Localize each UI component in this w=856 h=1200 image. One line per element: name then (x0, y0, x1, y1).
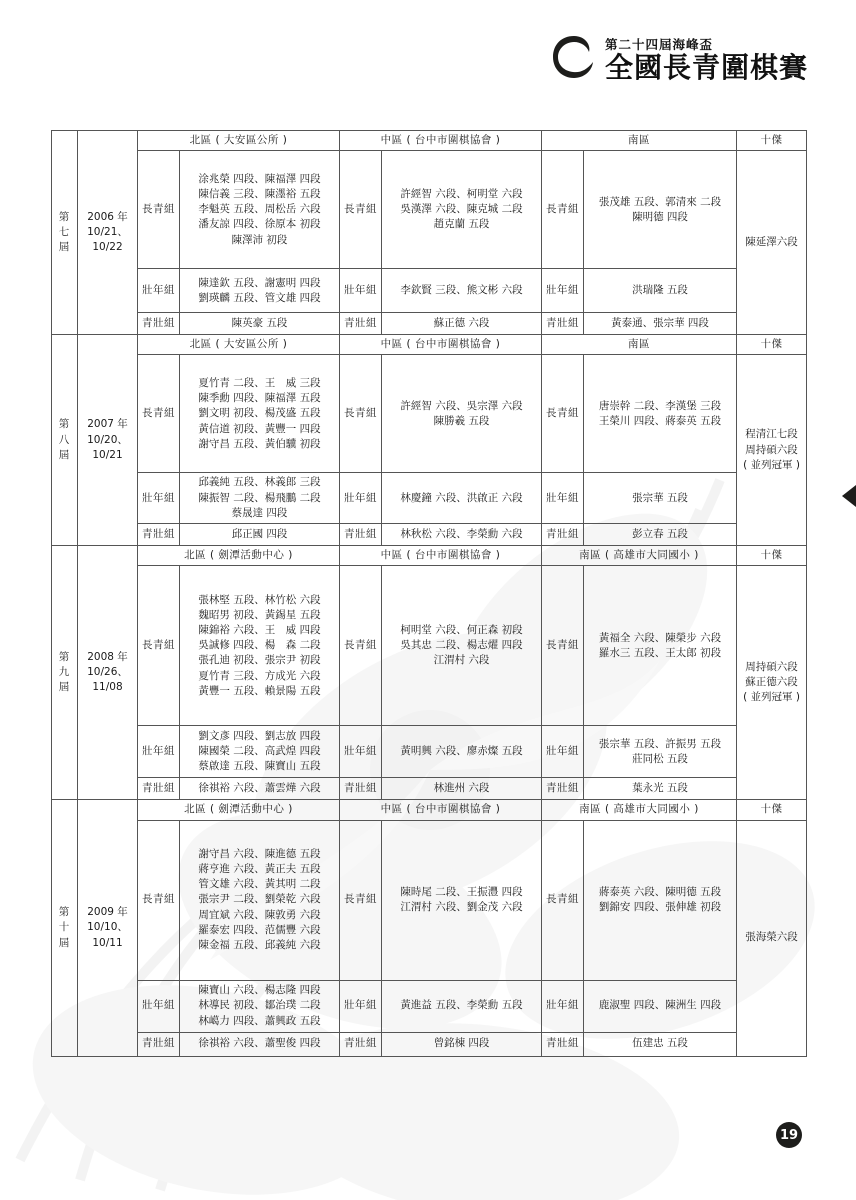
results-table (51, 130, 807, 1057)
player-list-middle: 林進州 六段 (382, 778, 542, 800)
group-label-south: 青壯組 (542, 313, 584, 335)
results-table-container (51, 130, 806, 1057)
player-list-south: 唐崇幹 二段、李漢堡 三段 王榮川 四段、蔣泰英 五段 (584, 355, 737, 473)
player-list-south: 彭立春 五段 (584, 524, 737, 546)
document-header (551, 34, 808, 82)
group-label-south: 長青組 (542, 355, 584, 473)
player-list-south: 蔣泰英 六段、陳明德 五段 劉錦安 四段、張伸雄 初段 (584, 820, 737, 980)
table-row (52, 980, 807, 1032)
table-row (52, 151, 807, 269)
group-label-south: 壯年組 (542, 980, 584, 1032)
player-list-north: 徐祺裕 六段、蕭雲燁 六段 (180, 778, 340, 800)
group-label-north: 長青組 (138, 566, 180, 726)
group-label-north: 青壯組 (138, 1032, 180, 1056)
group-label-middle: 壯年組 (340, 269, 382, 313)
player-list-south: 張茂雄 五段、郭清來 二段 陳明德 四段 (584, 151, 737, 269)
date-cell: 2008 年 10/26、 11/08 (78, 546, 138, 800)
player-list-south: 張宗華 五段 (584, 473, 737, 524)
player-list-north: 張林堅 五段、林竹松 六段 魏昭男 初段、黃錫星 五段 陳錦裕 六段、王 威 四段 吳誠修 四段、楊 森 二段 張孔迪 初段、張宗尹 初段 夏竹青 三段、方成光 六段 黃豐一 五段、賴景陽 五段 (180, 566, 340, 726)
header-title: 全國長青圍棋賽 (604, 51, 808, 84)
player-list-middle: 許經智 六段、柯明堂 六段 吳漢澤 六段、陳克城 二段 趙克蘭 五段 (382, 151, 542, 269)
group-label-north: 青壯組 (138, 524, 180, 546)
group-label-north: 長青組 (138, 355, 180, 473)
table-row (52, 820, 807, 980)
player-list-north: 陳達欽 五段、謝憲明 四段 劉瑛麟 五段、管文雄 四段 (180, 269, 340, 313)
table-row (52, 269, 807, 313)
date-cell: 2007 年 10/20、 10/21 (78, 335, 138, 546)
player-list-north: 邱義純 五段、林義郎 三段 陳振智 二段、楊飛鵬 二段 蔡晟達 四段 (180, 473, 340, 524)
region-venue-header: 南區 ( 高雄市大同國小 ) (542, 546, 737, 566)
group-label-south: 青壯組 (542, 524, 584, 546)
player-list-middle: 曾銘棟 四段 (382, 1032, 542, 1056)
player-list-north: 陳寶山 六段、楊志隆 四段 林導民 初段、鄒治璞 二段 林嶱力 四段、蕭興政 五段 (180, 980, 340, 1032)
wave-spiral-logo-icon (551, 34, 597, 80)
top-ten-players: 程清江七段 周持碩六段 ( 並列冠軍 ) (737, 355, 807, 546)
group-label-north: 壯年組 (138, 269, 180, 313)
table-row (52, 726, 807, 778)
group-label-north: 青壯組 (138, 778, 180, 800)
edition-cell: 第 十 屆 (52, 800, 78, 1056)
top-ten-players: 張海榮六段 (737, 820, 807, 1056)
group-label-south: 壯年組 (542, 473, 584, 524)
player-list-middle: 黃明興 六段、廖赤燦 五段 (382, 726, 542, 778)
header-subtitle: 第二十四屆海峰盃 (604, 37, 713, 52)
table-row (52, 1032, 807, 1056)
player-list-south: 洪瑞隆 五段 (584, 269, 737, 313)
group-label-middle: 長青組 (340, 820, 382, 980)
top-ten-header: 十傑 (737, 546, 807, 566)
player-list-north: 邱正國 四段 (180, 524, 340, 546)
venue-header-row (52, 546, 807, 566)
venue-header-row (52, 800, 807, 820)
group-label-middle: 長青組 (340, 355, 382, 473)
player-list-south: 葉永光 五段 (584, 778, 737, 800)
date-cell: 2006 年 10/21、 10/22 (78, 131, 138, 335)
table-row (52, 524, 807, 546)
region-venue-header: 南區 (542, 131, 737, 151)
group-label-south: 壯年組 (542, 269, 584, 313)
edition-cell: 第 九 屆 (52, 546, 78, 800)
region-venue-header: 南區 ( 高雄市大同國小 ) (542, 800, 737, 820)
edition-cell: 第 八 屆 (52, 335, 78, 546)
top-ten-header: 十傑 (737, 131, 807, 151)
group-label-middle: 青壯組 (340, 778, 382, 800)
group-label-north: 壯年組 (138, 726, 180, 778)
group-label-south: 青壯組 (542, 778, 584, 800)
top-ten-players: 陳延澤六段 (737, 151, 807, 335)
player-list-south: 黃泰通、張宗華 四段 (584, 313, 737, 335)
region-venue-header: 中區 ( 台中市圍棋協會 ) (340, 546, 542, 566)
group-label-south: 長青組 (542, 566, 584, 726)
venue-header-row (52, 335, 807, 355)
player-list-middle: 李欽賢 三段、熊文彬 六段 (382, 269, 542, 313)
player-list-middle: 黃進益 五段、李榮勳 五段 (382, 980, 542, 1032)
edition-cell: 第 七 屆 (52, 131, 78, 335)
group-label-south: 壯年組 (542, 726, 584, 778)
player-list-middle: 柯明堂 六段、何正森 初段 吳其忠 二段、楊志燿 四段 江渭村 六段 (382, 566, 542, 726)
page-number-badge: 19 (776, 1122, 802, 1148)
group-label-middle: 長青組 (340, 566, 382, 726)
region-venue-header: 中區 ( 台中市圍棋協會 ) (340, 800, 542, 820)
table-row (52, 313, 807, 335)
player-list-north: 陳英豪 五段 (180, 313, 340, 335)
player-list-north: 涂兆榮 四段、陳福澤 四段 陳信義 三段、陳濹裕 五段 李魁英 五段、周松岳 六段 潘友諒 四段、徐原本 初段 陳澤沛 初段 (180, 151, 340, 269)
group-label-north: 壯年組 (138, 980, 180, 1032)
player-list-south: 伍建忠 五段 (584, 1032, 737, 1056)
table-row (52, 566, 807, 726)
group-label-north: 壯年組 (138, 473, 180, 524)
table-row (52, 778, 807, 800)
group-label-north: 青壯組 (138, 313, 180, 335)
player-list-north: 劉文彥 四段、劉志放 四段 陳國榮 二段、高武煌 四段 蔡啟達 五段、陳寶山 五段 (180, 726, 340, 778)
player-list-middle: 陳時尾 二段、王振灃 四段 江渭村 六段、劉金茂 六段 (382, 820, 542, 980)
group-label-south: 青壯組 (542, 1032, 584, 1056)
group-label-middle: 壯年組 (340, 473, 382, 524)
date-cell: 2009 年 10/10、 10/11 (78, 800, 138, 1056)
player-list-south: 張宗華 五段、許振男 五段 莊同松 五段 (584, 726, 737, 778)
group-label-middle: 青壯組 (340, 1032, 382, 1056)
region-venue-header: 南區 (542, 335, 737, 355)
group-label-south: 長青組 (542, 151, 584, 269)
group-label-north: 長青組 (138, 820, 180, 980)
player-list-middle: 許經智 六段、吳宗澤 六段 陳勝羲 五段 (382, 355, 542, 473)
player-list-north: 徐祺裕 六段、蕭聖俊 四段 (180, 1032, 340, 1056)
venue-header-row (52, 131, 807, 151)
group-label-south: 長青組 (542, 820, 584, 980)
region-venue-header: 北區 ( 劍潭活動中心 ) (138, 546, 340, 566)
top-ten-players: 周持碩六段 蘇正德六段 ( 並列冠軍 ) (737, 566, 807, 800)
region-venue-header: 中區 ( 台中市圍棋協會 ) (340, 131, 542, 151)
top-ten-header: 十傑 (737, 800, 807, 820)
group-label-middle: 長青組 (340, 151, 382, 269)
player-list-middle: 林慶鐘 六段、洪啟正 六段 (382, 473, 542, 524)
group-label-middle: 壯年組 (340, 980, 382, 1032)
group-label-north: 長青組 (138, 151, 180, 269)
top-ten-header: 十傑 (737, 335, 807, 355)
player-list-north: 謝守昌 六段、陳進德 五段 蔣亨進 六段、黃正夫 五段 管文雄 六段、黃其明 二段 張宗尹 二段、劉榮乾 六段 周宜斌 六段、陳敦勇 六段 羅泰宏 四段、范儒豐 六段 陳金福 五段、邱義純 六段 (180, 820, 340, 980)
player-list-middle: 林秋松 六段、李榮勳 六段 (382, 524, 542, 546)
table-row (52, 355, 807, 473)
player-list-middle: 蘇正德 六段 (382, 313, 542, 335)
player-list-south: 黃福全 六段、陳榮步 六段 羅水三 五段、王太郎 初段 (584, 566, 737, 726)
region-venue-header: 北區 ( 大安區公所 ) (138, 131, 340, 151)
group-label-middle: 壯年組 (340, 726, 382, 778)
group-label-middle: 青壯組 (340, 313, 382, 335)
table-row (52, 473, 807, 524)
player-list-north: 夏竹青 二段、王 威 三段 陳季勳 四段、陳福澤 五段 劉文明 初段、楊茂盛 五段 黃信道 初段、黃豐一 四段 謝守昌 五段、黃伯驥 初段 (180, 355, 340, 473)
player-list-south: 鹿淑聖 四段、陳洲生 四段 (584, 980, 737, 1032)
group-label-middle: 青壯組 (340, 524, 382, 546)
region-venue-header: 北區 ( 劍潭活動中心 ) (138, 800, 340, 820)
region-venue-header: 北區 ( 大安區公所 ) (138, 335, 340, 355)
region-venue-header: 中區 ( 台中市圍棋協會 ) (340, 335, 542, 355)
